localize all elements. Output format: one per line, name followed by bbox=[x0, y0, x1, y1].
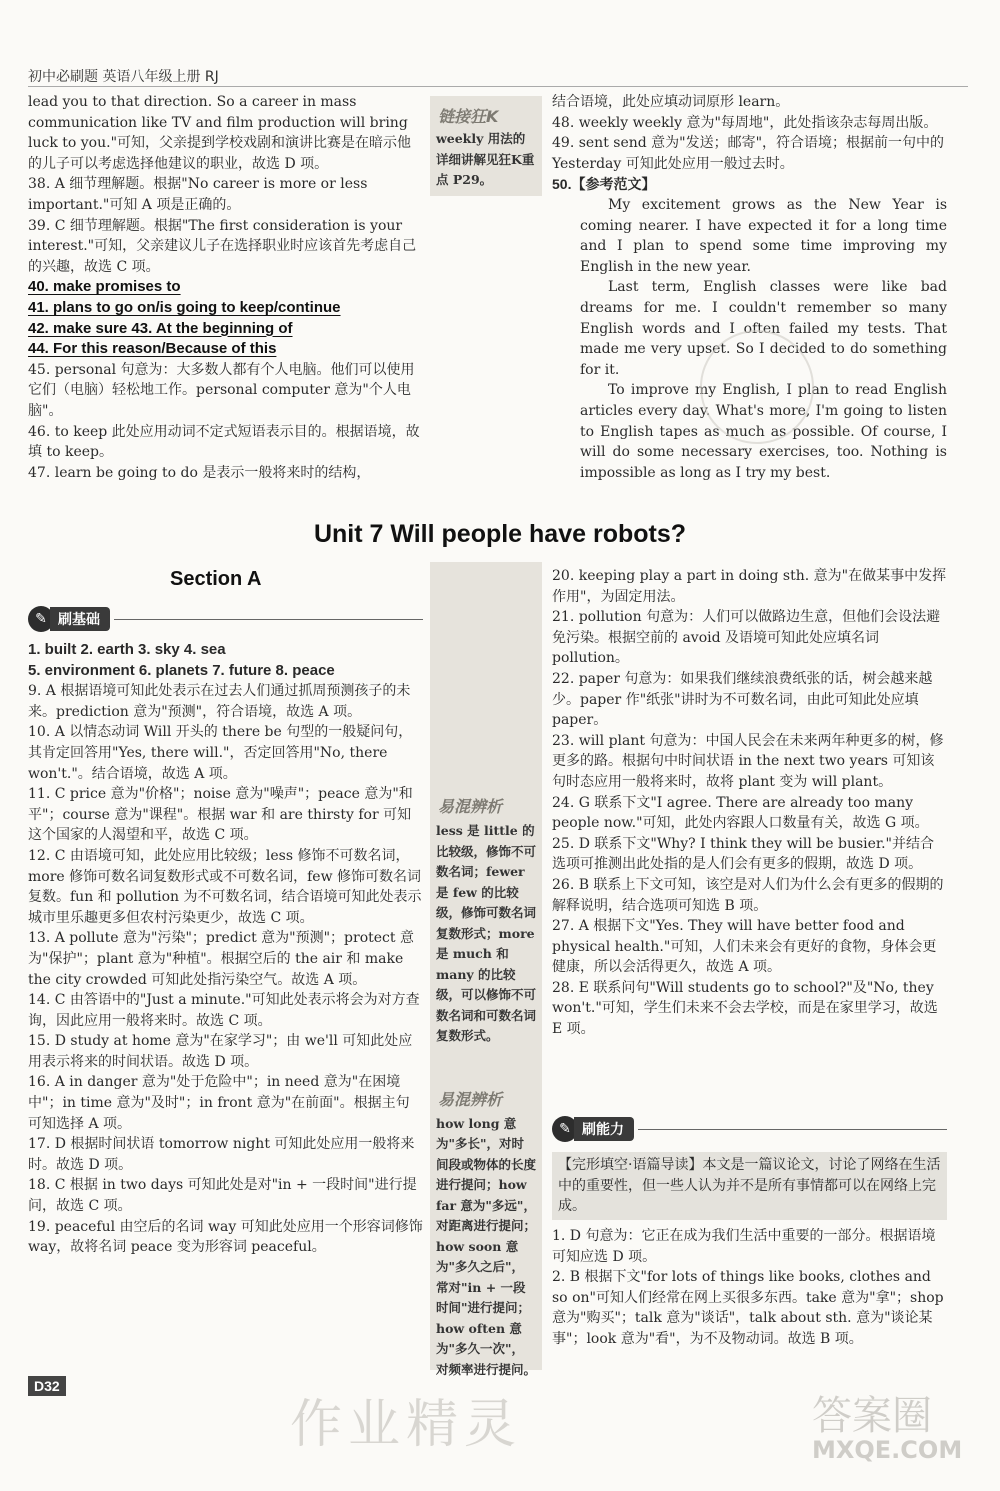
answer-item: 18. C 根据 in two days 可知此处是对"in + 一段时间"进行提问，故选 C 项。 bbox=[28, 1177, 417, 1215]
answer-item: 16. A in danger 意为"处于危险中"；in need 意为"在困境中"；in time 意为"及时"；in front 意为"在前面"。根据主句可知选择 A 项。 bbox=[28, 1074, 410, 1132]
answer-item: 13. A pollute 意为"污染"；predict 意为"预测"；protect 意为"保护"；plant 意为"种植"。根据空后的 the air 和 make the city crowded 可知此处指污染空气。故选 A 项。 bbox=[28, 930, 414, 988]
sidebar-note-text: weekly 用法的详细讲解见狂K重点 P29。 bbox=[436, 131, 535, 187]
answers-top-left bbox=[28, 92, 423, 483]
reading-guide-box: 【完形填空·语篇导读】本文是一篇议论文，讨论了网络在生活中的重要性，但一些人认为并不是所有事情都可以在网络上完成。 bbox=[552, 1152, 947, 1220]
answers-bottom-right bbox=[552, 566, 947, 1040]
section-tag-ability bbox=[552, 1116, 947, 1142]
answer-item: 28. E 联系问句"Will students go to school?"及"No, they won't."可知，学生们未来不会去学校，而是在家里学习，故选 E 项。 bbox=[552, 979, 938, 1038]
answer-item: 11. C price 意为"价格"；noise 意为"噪声"；peace 意为"和平"；course 意为"课程"。根据 war 和 are thirsty for 可知这个国家的人渴望和平，故选 C 项。 bbox=[28, 786, 413, 844]
stamp-mark bbox=[700, 330, 814, 444]
answer-item: 48. weekly weekly 意为"每周地"，此处指该杂志每周出版。 bbox=[552, 114, 938, 131]
essay-paragraph: To improve my English, I plan to read English articles every day. What's more, I'm going to listen to English tapes as much as possible. Of course, I will do some necessary exercises, too. Nothing is impossible as long as I try my best. bbox=[580, 382, 947, 481]
answer-item: 15. D study at home 意为"在家学习"；由 we'll 可知此处应用表示将来的时间状语。故选 D 项。 bbox=[28, 1033, 413, 1070]
watermark-logo: 答案圈 bbox=[812, 1393, 932, 1439]
answer-item: 39. C 细节理解题。根据"The first consideration is your interest."可知，父亲建议儿子在选择职业时应该首先考虑自己的兴趣，故选 C 项。 bbox=[28, 217, 417, 275]
answer-item: 23. will plant 句意为：中国人民会在未来两年种更多的树，修更多的路。根据句中时间状语 in the next two years 可知该句时态应用一般将来时，故将 plant 变为 will plant。 bbox=[552, 732, 944, 790]
watermark-url: MXQE.COM bbox=[812, 1436, 963, 1464]
answer-item: 结合语境，此处应填动词原形 learn。 bbox=[552, 94, 790, 110]
answer-item: 17. D 根据时间状语 tomorrow night 可知此处应用一般将来时。故选 D 项。 bbox=[28, 1136, 415, 1173]
answer-item: 19. peaceful 由空后的名词 way 可知此处应用一个形容词修饰 way，故将名词 peace 变为形容词 peaceful。 bbox=[28, 1218, 423, 1256]
sidebar-note-title: 链接狂K bbox=[438, 107, 499, 126]
answer-item: 2. B 根据下文"for lots of things like books, clothes and so on"可知人们经常在网上买很多东西。take 意为"拿"；shop 意为"购买"；talk 意为"谈话"，talk about sth. 意为"谈论某事"；look 意为"看"，为不及物动词。故选 B 项。 bbox=[552, 1269, 944, 1347]
header-divider bbox=[28, 86, 968, 87]
tag-rule bbox=[114, 619, 423, 620]
running-header: 初中必刷题 英语八年级上册 RJ bbox=[28, 69, 219, 85]
answer-item: lead you to that direction. So a career in mass communication like TV and film production will bring luck to you."可知，父亲提到学校戏剧和演讲比赛是在暗示他的儿子可以考虑选择他建议的职业，故选 D 项。 bbox=[28, 94, 412, 172]
sidebar-note-text: how long 意为"多长"，对时间段或物体的长度进行提问；how far 意为"多远"，对距离进行提问；how soon 意为"多久之后"，常对"in + 一段时间"进行提问；how often 意为"多久一次"，对频率进行提问。 bbox=[436, 1115, 537, 1377]
answer-item: 45. personal 句意为：大多数人都有个人电脑。他们可以使用它们（电脑）轻松地工作。personal computer 意为"个人电脑"。 bbox=[28, 361, 415, 419]
answers-cloze bbox=[552, 1226, 947, 1350]
essay-paragraph: Last term, English classes were like bad dreams for me. I couldn't remember so many English words and I often failed my tests. That made me very upset. So I decided to do something for it. bbox=[580, 279, 947, 378]
answer-item: 38. A 细节理解题。根据"No career is more or less important."可知 A 项是正确的。 bbox=[28, 176, 368, 213]
answer-item: 1. built 2. earth 3. sky 4. sea bbox=[28, 641, 226, 658]
page-number: D32 bbox=[28, 1376, 66, 1396]
answer-item: 40. make promises to bbox=[28, 278, 181, 296]
pencil-icon: ✎ bbox=[28, 606, 54, 632]
watermark-text: 作业精灵 bbox=[290, 1395, 523, 1455]
answer-item: 5. environment 6. planets 7. future 8. peace bbox=[28, 661, 335, 679]
answer-item: 47. learn be going to do 是表示一般将来时的结构， bbox=[28, 464, 371, 481]
sidebar-note-title: 易混辨析 bbox=[438, 1089, 503, 1109]
sidebar-note-title: 易混辨析 bbox=[438, 797, 503, 816]
sidebar-note-bottom bbox=[430, 562, 542, 1377]
answer-item: 42. make sure 43. At the beginning of bbox=[28, 319, 293, 337]
answer-item: 50.【参考范文】 bbox=[552, 176, 656, 193]
answer-item: 41. plans to go on/is going to keep/continue bbox=[28, 298, 341, 316]
section-tag-label: 刷能力 bbox=[574, 1117, 634, 1141]
sidebar-note-top bbox=[430, 96, 542, 196]
sidebar-note-text: less 是 little 的比较级，修饰不可数名词；fewer 是 few 的比较级，修饰可数名词复数形式；more 是 much 和 many 的比较级，可以修饰不可数名词和可数名词复数形式。 bbox=[436, 823, 537, 1043]
section-tag-basic bbox=[28, 606, 423, 632]
answer-item: 27. A 根据下文"Yes. They will have better food and physical health."可知，人们未来会有更好的食物，身体会更健康，所以会活得更久，故选 A 项。 bbox=[552, 918, 937, 976]
section-title: Section A bbox=[170, 568, 262, 590]
answer-item: 21. pollution 句意为：人们可以做路边生意，但他们会设法避免污染。根据空前的 avoid 及语境可知此处应填名词 pollution。 bbox=[552, 609, 941, 667]
pencil-icon: ✎ bbox=[552, 1116, 578, 1142]
essay-paragraph: My excitement grows as the New Year is coming nearer. I have expected it for a long time and I plan to spend some time improving my English in the new year. bbox=[580, 196, 947, 275]
answer-item: 10. A 以情态动词 Will 开头的 there be 句型的一般疑问句，其肯定回答用"Yes, there will."，否定回答用"No, there won't."。结合语境，故选 A 项。 bbox=[28, 724, 413, 782]
tag-rule bbox=[638, 1129, 947, 1130]
answer-item: 22. paper 句意为：如果我们继续浪费纸张的话，树会越来越少。paper 作"纸张"讲时为不可数名词，由此可知此处应填 paper。 bbox=[552, 670, 933, 729]
unit-title: Unit 7 Will people have robots? bbox=[313, 520, 687, 548]
answer-item: 26. B 联系上下文可知，该空是对人们为什么会有更多的假期的解释说明，结合选项可知选 B 项。 bbox=[552, 876, 944, 914]
answer-item: 12. C 由语境可知，此处应用比较级；less 修饰不可数名词，more 修饰可数名词复数形式或不可数名词，few 修饰可数名词复数。fun 和 pollution 为不可数名词，结合语境可知此处表示城市里乐趣更多但农村污染更少，故选 C 项。 bbox=[28, 847, 422, 926]
answer-item: 9. A 根据语境可知此处表示在过去人们通过抓周预测孩子的未来。prediction 意为"预测"，符合语境，故选 A 项。 bbox=[28, 683, 411, 720]
answer-item: 1. D 句意为：它正在成为我们生活中重要的一部分。根据语境可知应选 D 项。 bbox=[552, 1228, 936, 1265]
answers-bottom-left bbox=[28, 640, 423, 1258]
answer-item: 46. to keep 此处应用动词不定式短语表示目的。根据语境，故填 to keep。 bbox=[28, 423, 420, 461]
answer-item: 24. G 联系下文"I agree. There are already too many people now."可知，此处内容跟人口数量有关，故选 G 项。 bbox=[552, 794, 929, 832]
answer-item: 25. D 联系下文"Why? I think they will be busier."并结合选项可推测出此处指的是人们会有更多的假期，故选 D 项。 bbox=[552, 835, 934, 873]
answer-item: 20. keeping play a part in doing sth. 意为"在做某事中发挥作用"，为固定用法。 bbox=[552, 568, 947, 605]
answer-item: 44. For this reason/Because of this bbox=[28, 340, 277, 358]
section-tag-label: 刷基础 bbox=[50, 607, 110, 631]
answer-item: 49. sent send 意为"发送；邮寄"，符合语境；根据前一句中的 Yesterday 可知此处应用一般过去时。 bbox=[552, 135, 945, 172]
answer-item: 14. C 由答语中的"Just a minute."可知此处表示将会为对方查询，因此应用一般将来时。故选 C 项。 bbox=[28, 992, 420, 1029]
